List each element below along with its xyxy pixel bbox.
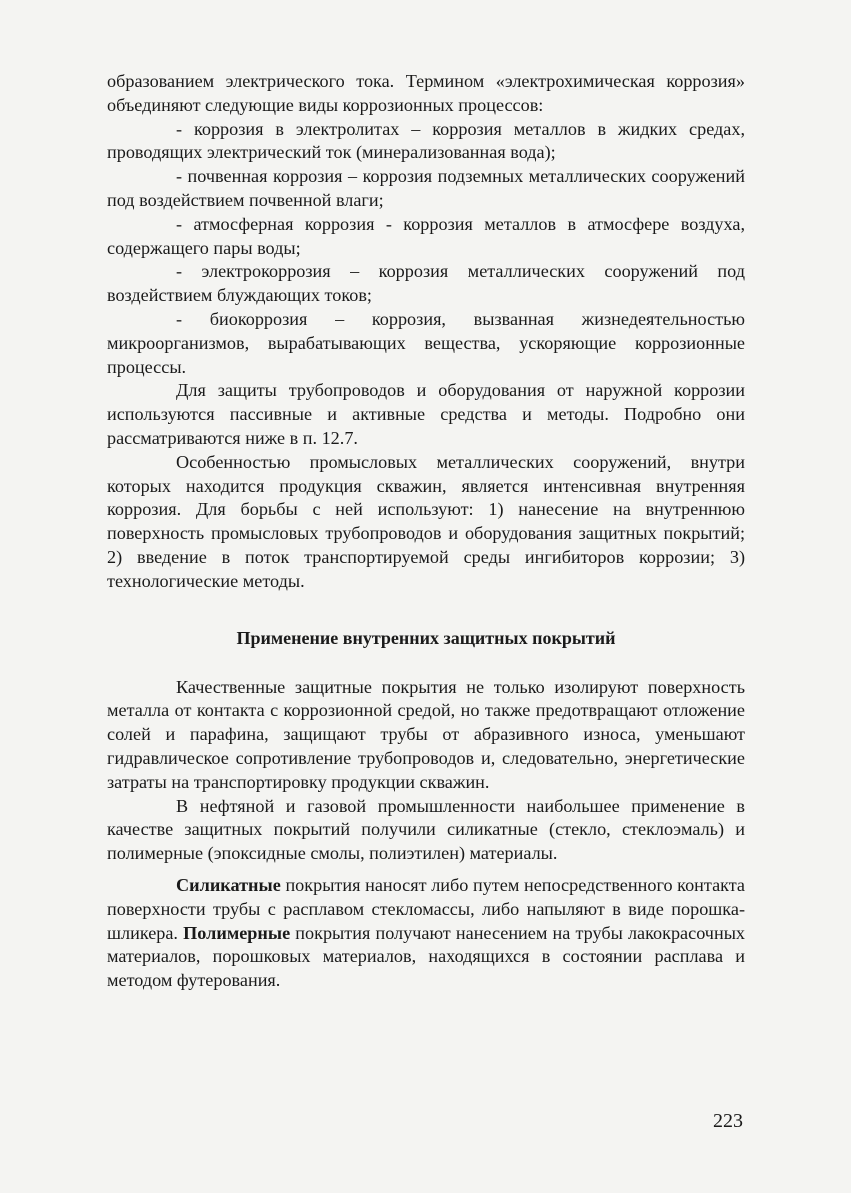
paragraph-coatings-benefits: Качественные защитные покрытия не только изолируют поверхность металла от контакта с коррозионной средой, но также предотвращают отложение солей и парафина, защищают трубы от абразивного износа, уменьшают гидравлическое сопротивление трубопроводов и, следовательно, энергетические затраты на транспортировку продукции скважин. bbox=[107, 676, 745, 792]
paragraph-intro: образованием электрического тока. Термином «электрохимическая коррозия» объединяют следующие виды коррозионных процессов: bbox=[107, 71, 745, 115]
paragraph-coatings-types: В нефтяной и газовой промышленности наибольшее применение в качестве защитных покрытий получили силикатные (стекло, стеклоэмаль) и полимерные (эпоксидные смолы, полиэтилен) материалы. bbox=[107, 795, 745, 864]
list-item-electrolyte-corrosion: - коррозия в электролитах – коррозия металлов в жидких средах, проводящих электрический ток (минерализованная вода); bbox=[107, 118, 745, 163]
page-number: 223 bbox=[713, 1110, 743, 1132]
list-item-atmospheric-corrosion: - атмосферная коррозия - коррозия металлов в атмосфере воздуха, содержащего пары воды; bbox=[107, 213, 745, 258]
page-body bbox=[107, 70, 745, 993]
text-silicate-method: покрытия наносят либо путем непосредственного контакта поверхности трубы с расплавом стекломассы, либо напыляют в виде порошка-шликера. bbox=[107, 874, 745, 943]
term-polymer: Полимерные bbox=[183, 922, 291, 943]
paragraph-coating-methods bbox=[107, 874, 745, 993]
list-item-biocorrosion: - биокоррозия – коррозия, вызванная жизнедеятельностью микроорганизмов, вырабатывающих вещества, ускоряющие коррозионные процессы. bbox=[107, 308, 745, 377]
text-polymer-method: покрытия получают нанесением на трубы лакокрасочных материалов, порошковых материалов, находящихся в состоянии расплава и методом футерования. bbox=[107, 922, 746, 991]
paragraph-internal-corrosion: Особенностью промысловых металлических сооружений, внутри которых находится продукция скважин, является интенсивная внутренняя коррозия. Для борьбы с ней используют: 1) нанесение на внутреннюю поверхность промысловых трубопроводов и оборудования защитных покрытий; 2) введение в поток транспортируемой среды ингибиторов коррозии; 3) технологические методы. bbox=[107, 451, 745, 591]
list-item-electrocorrosion: - электрокоррозия – коррозия металлических сооружений под воздействием блуждающих токов; bbox=[107, 261, 745, 306]
list-item-soil-corrosion: - почвенная коррозия – коррозия подземных металлических сооружений под воздействием почвенной влаги; bbox=[107, 166, 745, 210]
term-silicate: Силикатные bbox=[176, 874, 281, 895]
paragraph-external-protection: Для защиты трубопроводов и оборудования от наружной коррозии используются пассивные и активные средства и методы. Подробно они рассматриваются ниже в п. 12.7. bbox=[107, 380, 745, 448]
section-heading: Применение внутренних защитных покрытий bbox=[236, 627, 616, 648]
